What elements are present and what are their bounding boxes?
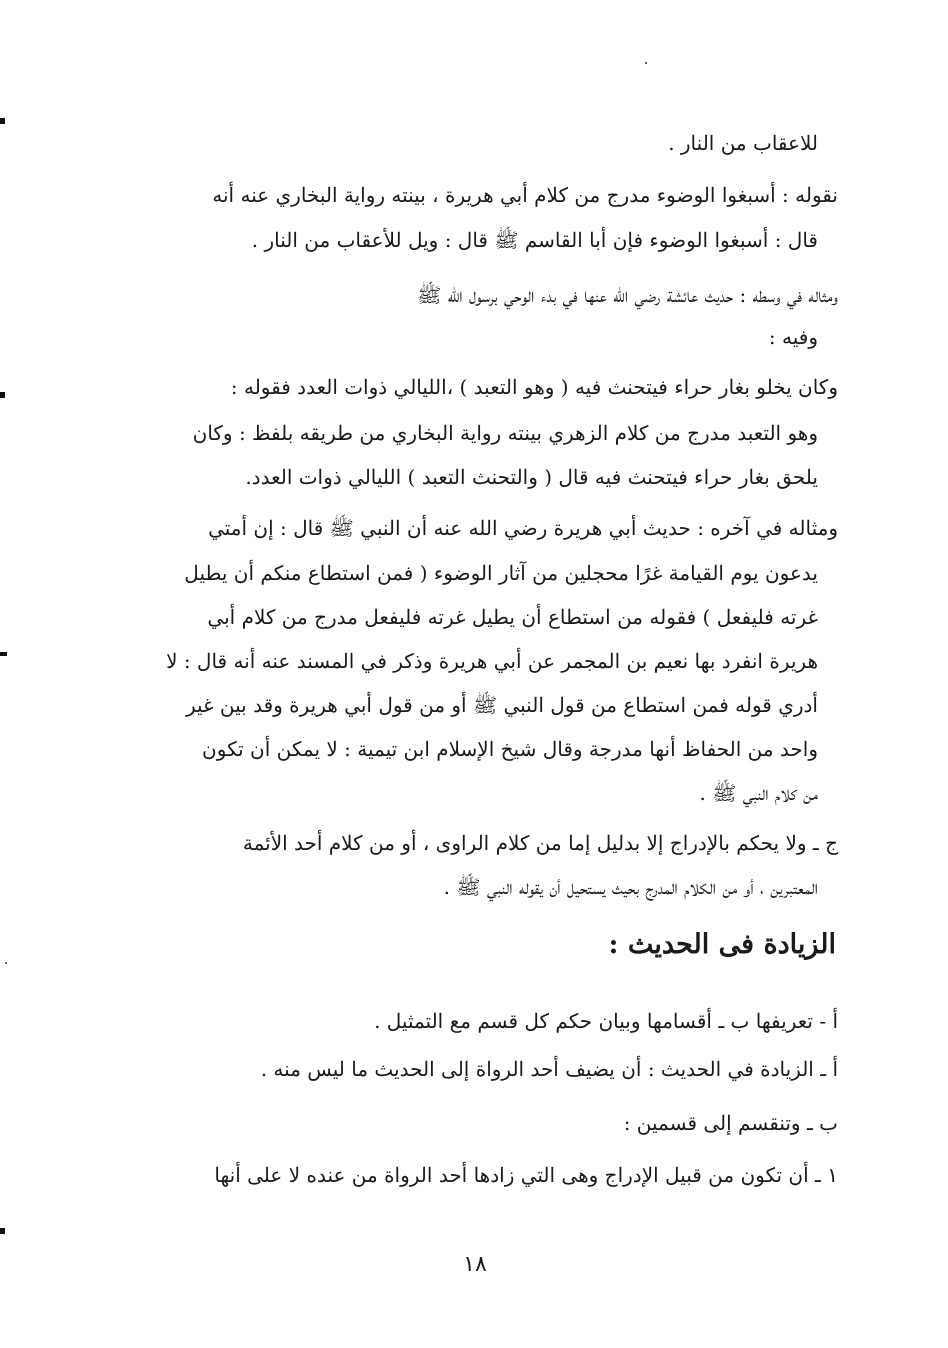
text-line: غرته فليفعل ) فقوله من استطاع أن يطيل غرته فليفعل مدرج من كلام أبي [207, 605, 818, 629]
text-line: أدري قوله فمن استطاع من قول النبي ﷺ أو من قول أبي هريرة وقد بين غير [186, 693, 818, 717]
text-line: ج ـ ولا يحكم بالإدراج إلا بدليل إما من كلام الراوى ، أو من كلام أحد الأئمة [242, 831, 838, 855]
section-heading: الزيادة فى الحديث : [608, 929, 836, 960]
text-line: يدعون يوم القيامة غرًا محجلين من آثار الوضوء ( فمن استطاع منكم أن يطيل [184, 561, 818, 585]
scan-speck [5, 962, 7, 964]
text-line: ومثاله في وسطه : حديث عائشة رضي الله عنها في بدء الوحي برسول الله ﷺ [417, 283, 838, 307]
text-line: ومثاله في آخره : حديث أبي هريرة رضي الله عنه أن النبي ﷺ قال : إن أمتي [208, 516, 838, 540]
text-line: المعتبرين ، أو من الكلام المدرج بحيث يستحيل أن يقوله النبي ﷺ . [443, 875, 818, 899]
text-line: هريرة انفرد بها نعيم بن المجمر عن أبي هريرة وذكر في المسند عنه أنه قال : لا [166, 649, 818, 673]
text-line: للاعقاب من النار . [668, 131, 818, 155]
text-line: يلحق بغار حراء فيتحنث فيه قال ( والتحنث التعبد ) الليالي ذوات العدد. [245, 465, 818, 489]
text-line: وهو التعبد مدرج من كلام الزهري بينته رواية البخاري من طريقه بلفظ : وكان [192, 421, 818, 445]
scan-mark [0, 118, 5, 124]
text-line: أ - تعريفها ب ـ أقسامها وبيان حكم كل قسم مع التمثيل . [374, 1009, 838, 1033]
text-line: واحد من الحفاظ أنها مدرجة وقال شيخ الإسلام ابن تيمية : لا يمكن أن تكون [202, 737, 818, 761]
scan-speck [645, 62, 647, 64]
text-line: من كلام النبي ﷺ . [699, 781, 818, 805]
scan-mark [0, 1228, 5, 1234]
page-number: ١٨ [463, 1252, 487, 1277]
text-line: وكان يخلو بغار حراء فيتحنث فيه ( وهو التعبد ) ،الليالي ذوات العدد فقوله : [230, 375, 838, 399]
text-line: ب ـ وتنقسم إلى قسمين : [623, 1111, 838, 1135]
text-line: قال : أسبغوا الوضوء فإن أبا القاسم ﷺ قال : ويل للأعقاب من النار . [251, 228, 818, 252]
text-line: نقوله : أسبغوا الوضوء مدرج من كلام أبي هريرة ، بينته رواية البخاري عنه أنه [212, 183, 838, 207]
text-line: ١ ـ أن تكون من قبيل الإدراج وهى التي زادها أحد الرواة من عنده لا على أنها [214, 1163, 838, 1187]
text-line: وفيه : [768, 325, 818, 349]
scan-mark [0, 392, 5, 398]
scan-mark [0, 652, 7, 656]
text-line: أ ـ الزيادة في الحديث : أن يضيف أحد الرواة إلى الحديث ما ليس منه . [260, 1057, 838, 1081]
